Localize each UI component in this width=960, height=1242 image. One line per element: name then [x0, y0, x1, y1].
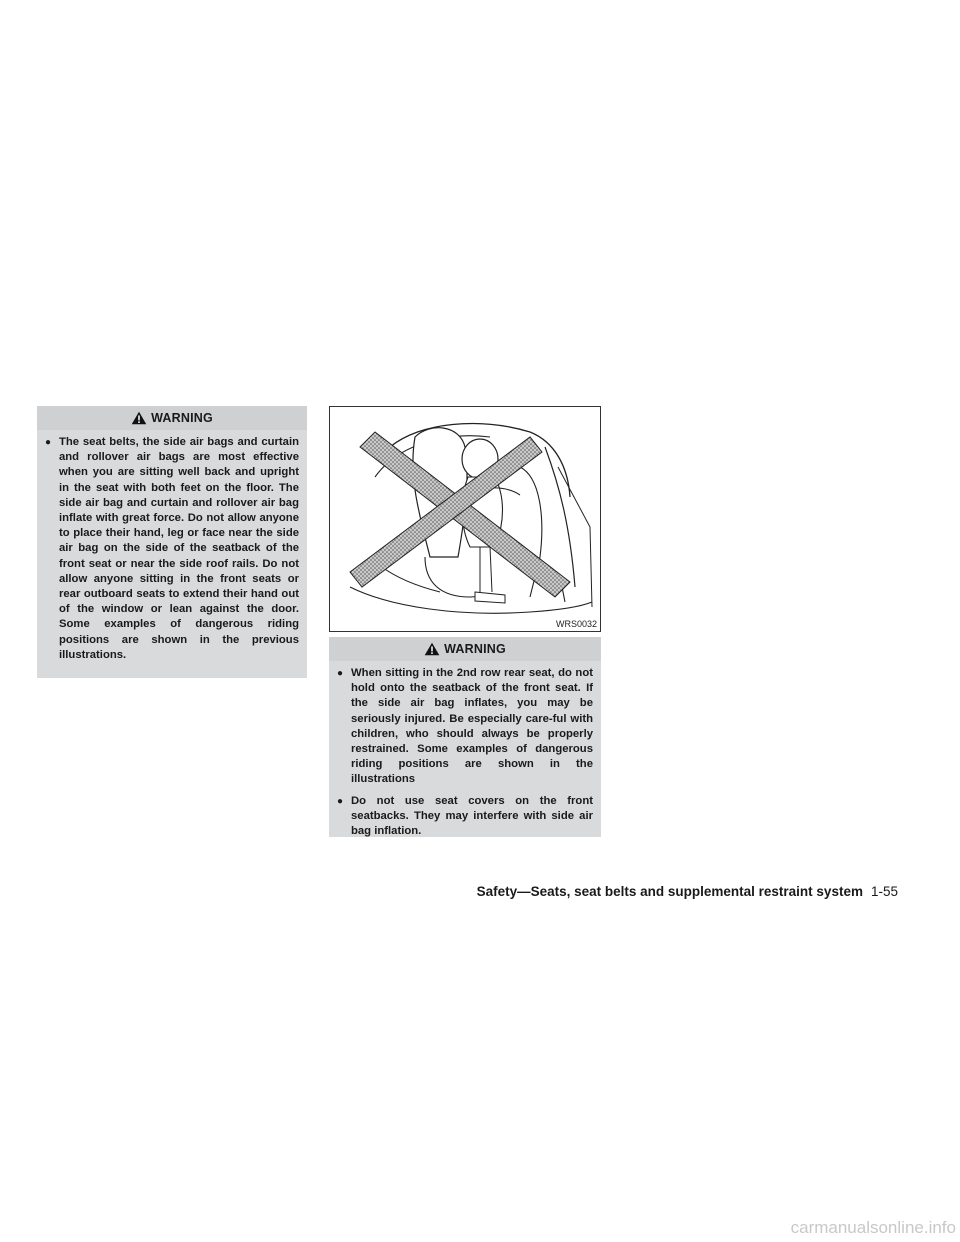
warning-header — [37, 406, 307, 430]
watermark: carmanualsonline.info — [790, 1218, 956, 1237]
warning-header — [329, 637, 601, 661]
warning-triangle-icon — [424, 642, 440, 656]
warning-box-seat-position — [37, 406, 307, 678]
section-title: Safety—Seats, seat belts and supplemental restraint system — [476, 884, 863, 899]
warning-list — [329, 661, 601, 839]
warning-title: WARNING — [444, 642, 506, 656]
bullet-icon: ● — [337, 795, 344, 807]
warning-item: ● Do not use seat covers on the front seatbacks. They may interfere with side air bag inflation. — [337, 794, 593, 838]
page-number: 1-55 — [870, 884, 898, 899]
warning-box-rear-seat — [329, 637, 601, 837]
warning-item: ● When sitting in the 2nd row rear seat, do not hold onto the seatback of the front seat. If the side air bag inflates, you may be seriously injured. Be especially care-ful with children, who should always be properly restrained. Some examples of dangerous riding positions are shown in the illustrations — [337, 667, 593, 786]
bullet-icon: ● — [337, 668, 344, 679]
page-footer — [428, 884, 898, 899]
dangerous-position-illustration — [329, 406, 601, 632]
bullet-icon: ● — [45, 437, 52, 448]
warning-item: ● The seat belts, the side air bags and curtain and rollover air bags are most effective when you are sitting well back and upright in the seat with both feet on the floor. The side air bag and curtain and rollover air bag inflate with great force. Do not allow anyone to place their hand, leg or face near the side air bag on the side of the seatback of the front seat or near the side roof rails. Do not allow anyone sitting in the front seats or rear outboard seats to extend their hand out of the window or lean against the door. Some examples of dangerous riding positions are shown in the previous illustrations. — [45, 436, 299, 661]
illustration-drawing — [330, 407, 600, 631]
warning-title: WARNING — [151, 411, 213, 425]
figure-code: WRS0032 — [555, 619, 597, 629]
warning-list — [37, 430, 307, 663]
warning-triangle-icon — [131, 411, 147, 425]
